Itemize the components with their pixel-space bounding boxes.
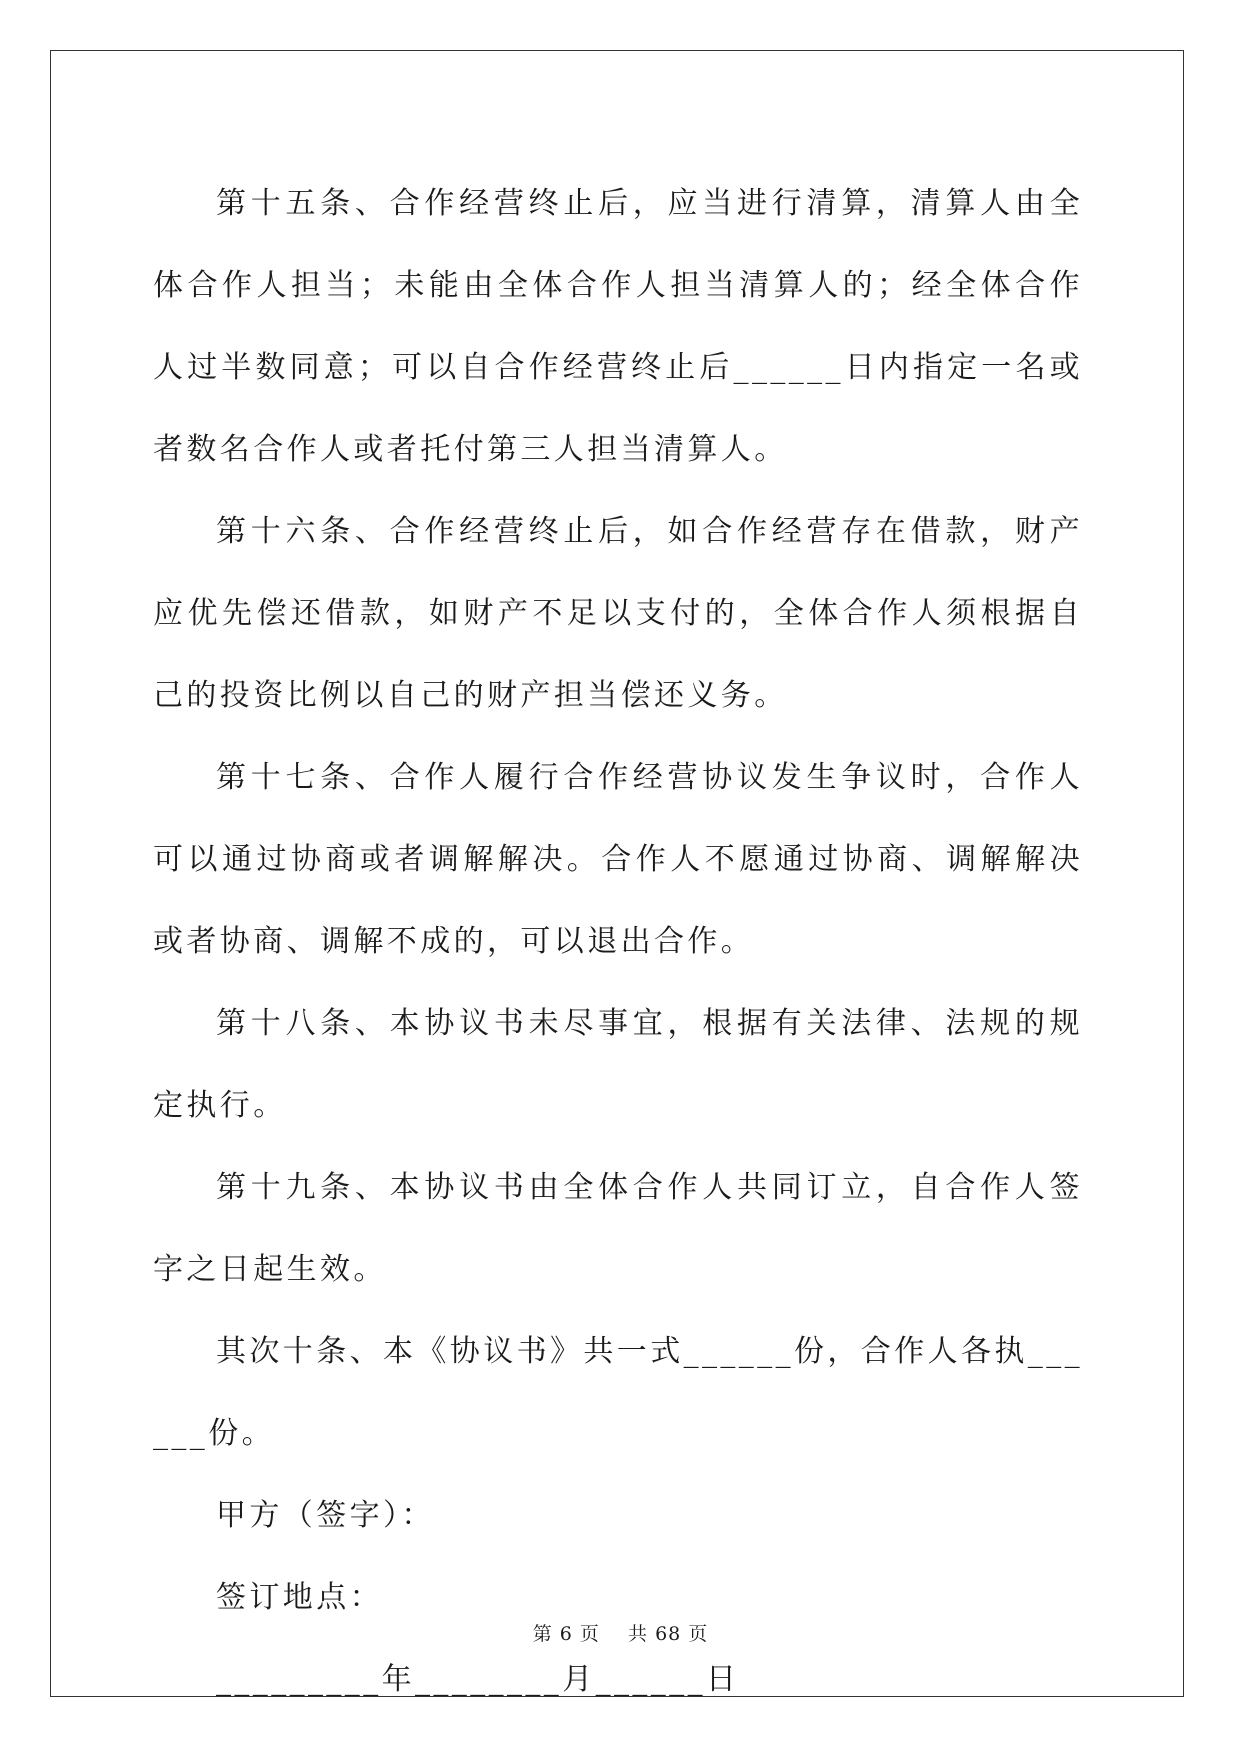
signing-location: 签订地点： — [216, 1580, 383, 1615]
article-15: 第十五条、合作经营终止后，应当进行清算，清算人由全体合作人担当；未能由全体合作人担当清算人的；经全体合作人过半数同意；可以自合作经营终止后______日内指定一名或者数名合作人或者托付第三人担当清算人。 — [153, 186, 1083, 467]
party-a-signature: 甲方（签字）： — [216, 1498, 435, 1533]
article-16: 第十六条、合作经营终止后，如合作经营存在借款，财产应优先偿还借款，如财产不足以支付的，全体合作人须根据自己的投资比例以自己的财产担当偿还义务。 — [153, 514, 1083, 713]
document-body — [153, 163, 1083, 1721]
article-20: 其次十条、本《协议书》共一式______份，合作人各执______份。 — [153, 1334, 1083, 1451]
article-19: 第十九条、本协议书由全体合作人共同订立，自合作人签字之日起生效。 — [153, 1170, 1083, 1287]
page-footer — [0, 1619, 1241, 1646]
article-18: 第十八条、本协议书未尽事宜，根据有关法律、法规的规定执行。 — [153, 1006, 1083, 1123]
page-number: 第 6 页 共 68 页 — [532, 1623, 709, 1645]
article-17: 第十七条、合作人履行合作经营协议发生争议时，合作人可以通过协商或者调解解决。合作人不愿通过协商、调解解决或者协商、调解不成的，可以退出合作。 — [153, 760, 1083, 959]
signing-date: _________年________月______日 — [216, 1662, 740, 1697]
